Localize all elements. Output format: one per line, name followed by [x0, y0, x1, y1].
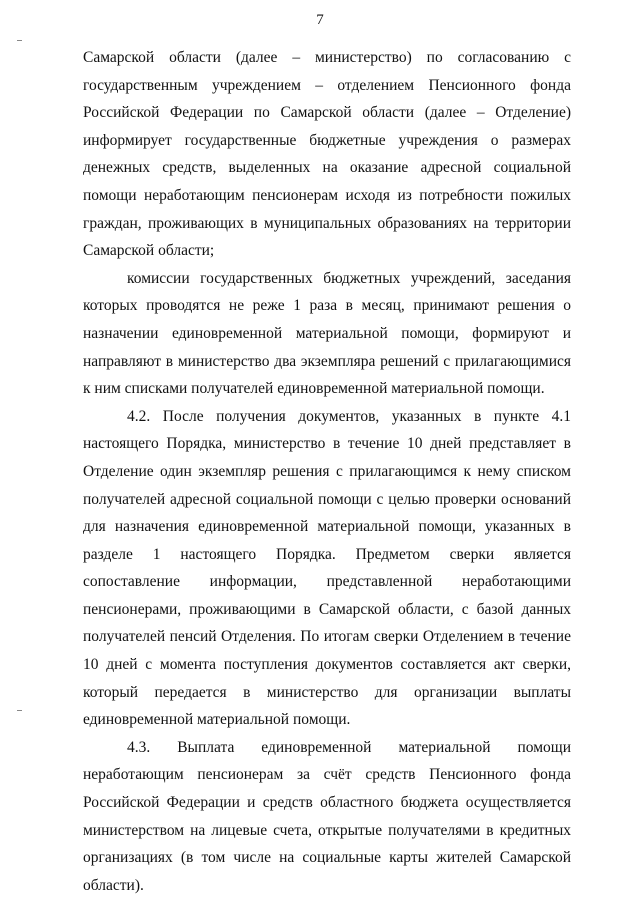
paragraph-commissions: комиссии государственных бюджетных учреждений, заседания которых проводятся не реже 1 раза в месяц, принимают решения о назначении единовременной материальной помощи, формируют и направляют в министерство два экземпляра решений с прилагающимися к ним списками получателей единовременной материальной помощи. — [83, 269, 571, 398]
margin-mark — [17, 40, 22, 41]
paragraph-continuation: Самарской области (далее – министерство) по согласованию с государственным учреждением – отделением Пенсионного фонда Российской Федерации по Самарской области (далее – Отделение) информирует государственные бюджетные учреждения о размерах денежных средств, выделенных на оказание адресной социальной помощи неработающим пенсионерам исходя из потребности пожилых граждан, проживающих в муниципальных образованиях на территории Самарской области; — [83, 49, 571, 260]
paragraph-clause-4-3: 4.3. Выплата единовременной материальной помощи неработающим пенсионерам за счёт средств Пенсионного фонда Российской Федерации и средств областного бюджета осуществляется министерством на лицевые счета, открытые получателями в кредитных организациях (в том числе на социальные карты жителей Самарской области). — [83, 738, 571, 894]
page-number: 7 — [316, 12, 324, 28]
paragraph-clause-4-2: 4.2. После получения документов, указанных в пункте 4.1 настоящего Порядка, министерство в течение 10 дней представляет в Отделение один экземпляр решения с прилагающимся к нему списком получателей адресной социальной помощи с целью проверки оснований для назначения единовременной материальной помощи, указанных в разделе 1 настоящего Порядка. Предметом сверки является сопоставление информации, представленной неработающими пенсионерами, проживающими в Самарской области, с базой данных получателей пенсий Отделения. По итогам сверки Отделением в течение 10 дней с момента поступления документов составляется акт сверки, который передается в министерство для организации выплаты единовременной материальной помощи. — [83, 407, 571, 729]
margin-mark — [17, 710, 22, 711]
body-text — [83, 44, 571, 899]
